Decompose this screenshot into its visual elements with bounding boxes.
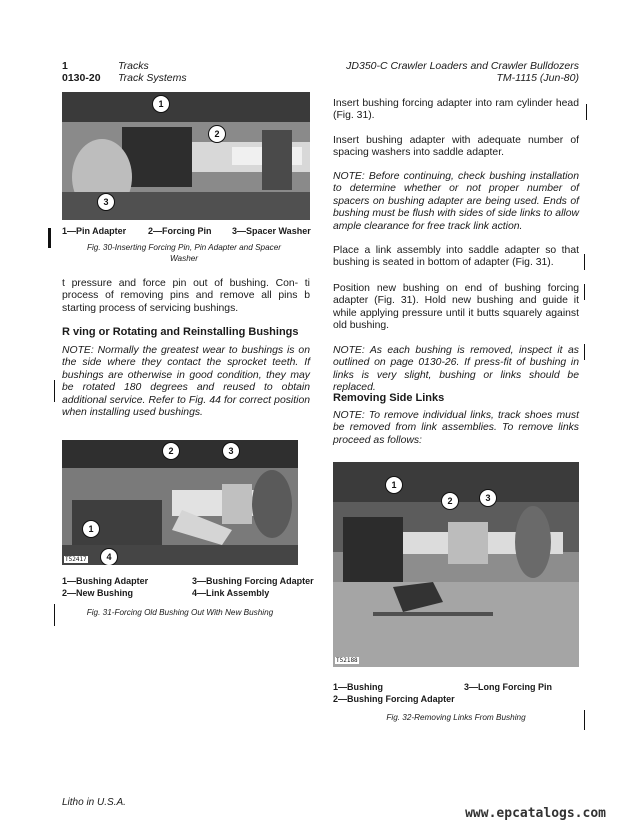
change-bar — [54, 380, 55, 402]
figure-32-photo — [333, 462, 579, 667]
figure-30-photo — [62, 92, 310, 220]
fig30-caption: Fig. 30-Inserting Forcing Pin, Pin Adapter and Spacer Washer — [86, 243, 282, 263]
change-bar — [584, 284, 585, 300]
fig32-legend-1: 1—Bushing — [333, 682, 384, 692]
change-bar — [586, 104, 587, 120]
fig31-legend-1: 1—Bushing Adapter — [62, 576, 149, 586]
fig30-legend-2: 2—Forcing Pin — [148, 226, 212, 236]
page-number: 1 — [62, 60, 68, 72]
litho-footer: Litho in U.S.A. — [62, 797, 126, 808]
subsection-title: Track Systems — [118, 72, 187, 84]
fig31-callout-4: 4 — [100, 548, 118, 565]
fig31-photo-id: T52417 — [65, 556, 87, 563]
fig31-legend-4: 4—Link Assembly — [192, 588, 270, 598]
para-insert-forcing-adapter: Insert bushing forcing adapter into ram cylinder head (Fig. 31). — [333, 98, 579, 122]
change-bar — [584, 710, 585, 730]
para-position-new-bushing: Position new bushing on end of bushing forcing adapter (Fig. 31). Hold new bushing and guide it while applying pressure until it butts squarely against old bushing. — [333, 283, 579, 332]
change-bar — [584, 344, 585, 360]
heading-removing-side-links: Removing Side Links — [333, 392, 445, 404]
fig31-callout-2: 2 — [162, 442, 180, 460]
fig30-callout-2: 2 — [208, 125, 226, 143]
fig31-legend-3: 3—Bushing Forcing Adapter — [192, 576, 314, 586]
para-insert-bushing-adapter: Insert bushing adapter with adequate number of spacing washers into saddle adapter. — [333, 135, 579, 159]
watermark: www.epcatalogs.com — [465, 806, 606, 821]
change-bar — [584, 254, 585, 270]
section-title: Tracks — [118, 60, 149, 72]
fig32-callout-2: 2 — [441, 492, 459, 510]
section-number: 0130-20 — [62, 72, 101, 84]
para-pressure: t pressure and force pin out of bushing. Con- ti process of removing pins and remove all pins b starting process of servicing bushings. — [62, 278, 310, 314]
fig31-legend-2: 2—New Bushing — [62, 588, 134, 598]
figure-31-photo — [62, 440, 298, 565]
fig32-legend-2: 2—Bushing Forcing Adapter — [333, 694, 455, 704]
note-before-continuing: NOTE: Before continuing, check bushing installation to determine whether or not proper number of spacers on bushing adapter are being used. Ends of bushing must be flush with sides of side links to allow ample clearance for free track link action. — [333, 171, 579, 232]
fig30-legend-3: 3—Spacer Washer — [232, 226, 311, 236]
figure-31-illustration — [62, 440, 298, 565]
fig32-photo-id: T52188 — [336, 657, 358, 664]
figure-32-illustration — [333, 462, 579, 667]
tm-reference: TM-1115 (Jun-80) — [496, 72, 579, 84]
fig31-callout-3: 3 — [222, 442, 240, 460]
heading-removing-bushings: R ving or Rotating and Reinstalling Bushings — [62, 326, 299, 338]
note-bushing-wear: NOTE: Normally the greatest wear to bushings is on the side where they contact the sprocket teeth. If bushings are otherwise in good condition, they may be rotated 180 degrees and reused to obtain additional service. Refer to Fig. 44 for correct position when installing used bushings. — [62, 345, 310, 419]
fig32-callout-3: 3 — [479, 489, 497, 507]
note-remove-links: NOTE: To remove individual links, track shoes must be removed from link assemblies. To remove links proceed as follows: — [333, 410, 579, 446]
fig32-caption: Fig. 32-Removing Links From Bushing — [386, 713, 526, 722]
fig30-callout-3: 3 — [97, 193, 115, 211]
fig32-callout-1: 1 — [385, 476, 403, 494]
change-bar — [48, 228, 51, 248]
note-inspect-bushing: NOTE: As each bushing is removed, inspect it as outlined on page 0130-26. If press-fit of bushing in links is very slight, bushing or links should be replaced. — [333, 345, 579, 394]
fig30-legend-1: 1—Pin Adapter — [62, 226, 127, 236]
change-bar — [54, 604, 55, 626]
fig31-caption: Fig. 31-Forcing Old Bushing Out With New Bushing — [86, 608, 274, 617]
fig31-callout-1: 1 — [82, 520, 100, 538]
book-title: JD350-C Crawler Loaders and Crawler Bulldozers — [346, 60, 579, 72]
para-place-link-assembly: Place a link assembly into saddle adapter so that bushing is seated in bottom of adapter (Fig. 31). — [333, 245, 579, 269]
fig32-legend-3: 3—Long Forcing Pin — [464, 682, 552, 692]
fig30-callout-1: 1 — [152, 95, 170, 113]
